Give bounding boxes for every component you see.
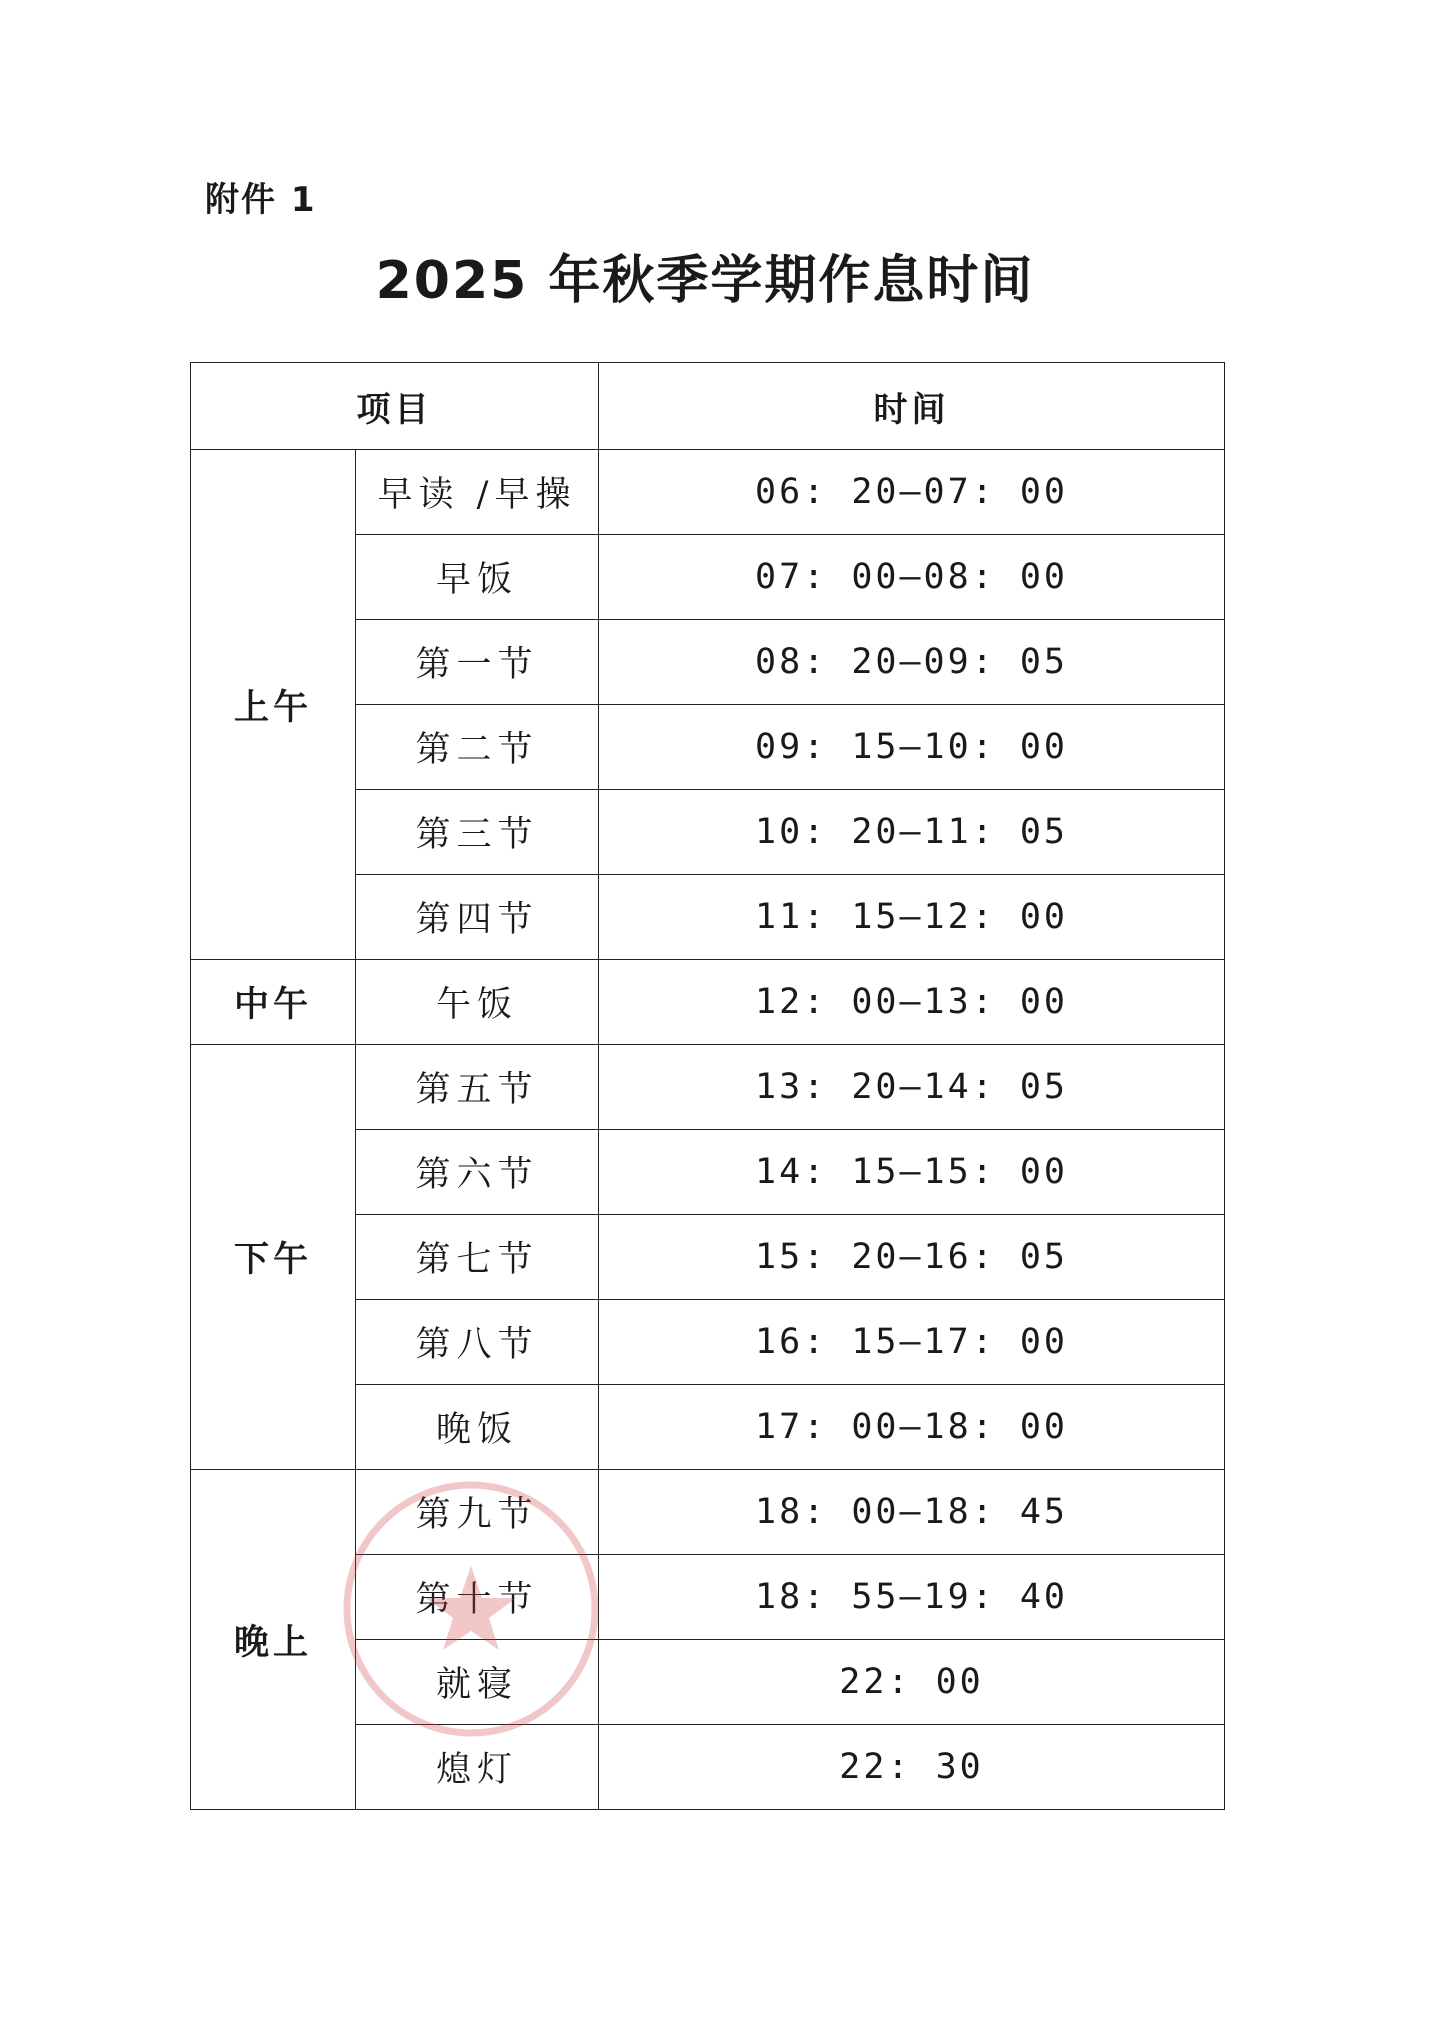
time-cell: 16: 15—17: 00	[599, 1300, 1225, 1385]
item-cell: 第九节	[356, 1470, 599, 1555]
time-cell: 13: 20—14: 05	[599, 1045, 1225, 1130]
table-row	[191, 960, 1225, 1045]
item-cell: 第二节	[356, 705, 599, 790]
item-cell: 熄灯	[356, 1725, 599, 1810]
table-row	[191, 1045, 1225, 1130]
table-row	[191, 1470, 1225, 1555]
item-cell: 第四节	[356, 875, 599, 960]
period-cell: 中午	[191, 960, 356, 1045]
time-cell: 22: 30	[599, 1725, 1225, 1810]
time-cell: 15: 20—16: 05	[599, 1215, 1225, 1300]
item-cell: 第七节	[356, 1215, 599, 1300]
time-cell: 14: 15—15: 00	[599, 1130, 1225, 1215]
item-cell: 第三节	[356, 790, 599, 875]
table-row	[191, 450, 1225, 535]
item-cell: 第五节	[356, 1045, 599, 1130]
header-item: 项目	[191, 363, 599, 450]
period-cell: 上午	[191, 450, 356, 960]
item-cell: 第十节	[356, 1555, 599, 1640]
table-header-row	[191, 363, 1225, 450]
attachment-label: 附件 1	[205, 180, 317, 220]
item-cell: 第六节	[356, 1130, 599, 1215]
item-cell: 早饭	[356, 535, 599, 620]
item-cell: 第一节	[356, 620, 599, 705]
time-cell: 12: 00—13: 00	[599, 960, 1225, 1045]
item-cell: 就寝	[356, 1640, 599, 1725]
time-cell: 18: 55—19: 40	[599, 1555, 1225, 1640]
time-cell: 17: 00—18: 00	[599, 1385, 1225, 1470]
item-cell: 早读 /早操	[356, 450, 599, 535]
page-title: 2025 年秋季学期作息时间	[375, 251, 1035, 311]
item-cell: 午饭	[356, 960, 599, 1045]
time-cell: 10: 20—11: 05	[599, 790, 1225, 875]
time-cell: 22: 00	[599, 1640, 1225, 1725]
item-cell: 晚饭	[356, 1385, 599, 1470]
period-cell: 下午	[191, 1045, 356, 1470]
schedule-table	[190, 362, 1225, 1810]
time-cell: 09: 15—10: 00	[599, 705, 1225, 790]
time-cell: 07: 00—08: 00	[599, 535, 1225, 620]
time-cell: 08: 20—09: 05	[599, 620, 1225, 705]
header-time: 时间	[599, 363, 1225, 450]
time-cell: 11: 15—12: 00	[599, 875, 1225, 960]
period-cell: 晚上	[191, 1470, 356, 1810]
time-cell: 18: 00—18: 45	[599, 1470, 1225, 1555]
time-cell: 06: 20—07: 00	[599, 450, 1225, 535]
item-cell: 第八节	[356, 1300, 599, 1385]
